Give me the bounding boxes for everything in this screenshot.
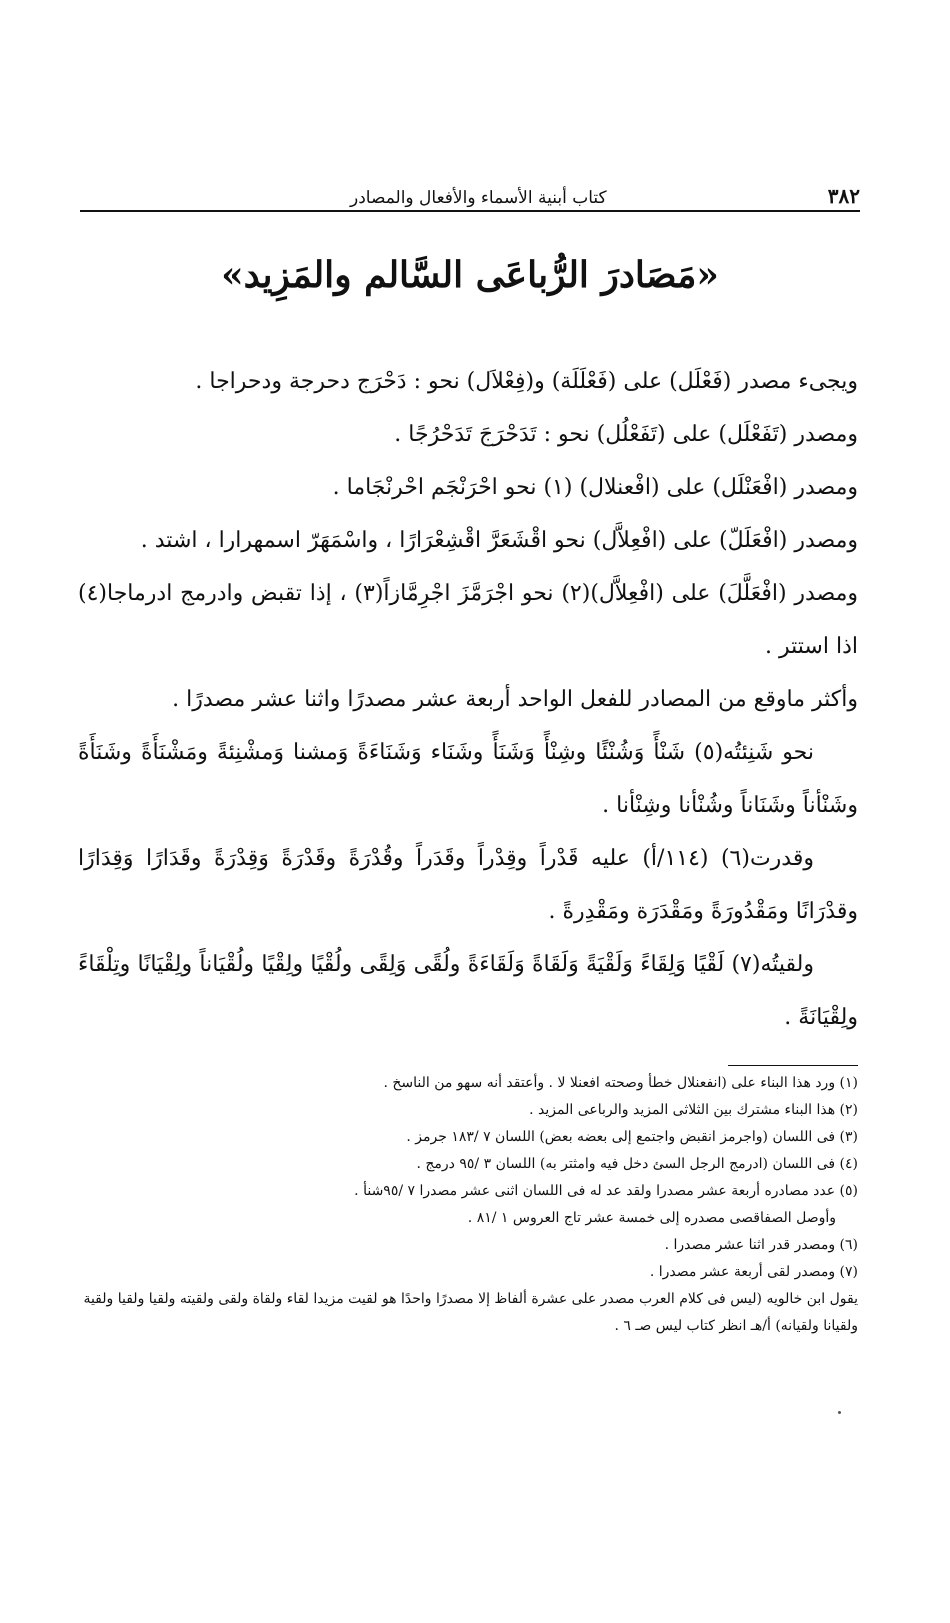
running-header	[80, 176, 860, 208]
footnote-note: يقول ابن خالويه (ليس فى كلام العرب مصدر على عشرة ألفاظ إلا مصدرًا واحدًا هو لقيت مزيدا لقاء ولقاة ولقى ولقيته ولقيا ولقيا ولقية ولقيانا ولقيانه) أ/هـ انظر كتاب ليس صـ ٦ .	[83, 1291, 858, 1334]
footnote: (٦) ومصدر قدر اثنا عشر مصدرا .	[664, 1237, 858, 1253]
footnote: (٣) فى اللسان (واجرمز انقبض واجتمع إلى بعضه بعض) اللسان ٧ /١٨٣ جرمز .	[406, 1129, 858, 1145]
footnote: (٢) هذا البناء مشترك بين الثلاثى المزيد والرباعى المزيد .	[529, 1102, 858, 1118]
stray-dot	[838, 1411, 841, 1414]
footnote-rule	[728, 1065, 858, 1066]
paragraph: وقدرت(٦) (١١٤/أ) عليه قَدْراً وقِدْراً وقَدَراً وقُدْرَةً وقَدْرَةً وَقِدْرَةً وقَدَارًا وَقِدَارًا وقدْرَانًا ومَقْدُورَةً ومَقْدَرَة ومَقْدِرةً .	[78, 846, 858, 924]
footnote: (٤) فى اللسان (ادرمج الرجل السئ دخل فيه وامثتر به) اللسان ٣ /٩٥ درمج .	[416, 1156, 858, 1172]
footnote: (١) ورد هذا البناء على (انفعنلال خطأ وصحته افعنلا لا . وأعتقد أنه سهو من الناسخ .	[383, 1075, 858, 1091]
footnote: (٥) عدد مصادره أربعة عشر مصدرا ولقد عد له فى اللسان اثنى عشر مصدرا ٧ /٩٥شنأ .	[354, 1183, 858, 1199]
paragraph: ولقيتُه(٧) لَقْيًا وَلِقَاءً وَلَقْيَةً وَلَقَاةً وَلَقَاءَةً ولُقًى وَلِقًى ولُقْيًا ولِقْيًا ولُقْيَاناً ولِقْيَانًا وتِلْقَاءً ولِقْيَانَةً .	[78, 952, 858, 1030]
header-rule	[80, 210, 860, 212]
paragraph: ومصدر (افْعَلَّلَ) على (افْعِلاَّل)(٢) نحو اجْرَمَّزَ اجْرِمَّازاً(٣) ، إذا تقبض وادرمج ادرماجا(٤) اذا استتر .	[78, 581, 858, 659]
paragraph: ويجىء مصدر (فَعْلَل) على (فَعْلَلَة) و(فِعْلاَل) نحو : دَحْرَج دحرجة ودحراجا .	[195, 369, 858, 394]
paragraph: ومصدر (افْعَنْلَل) على (افْعنلال) (١) نحو احْرَنْجَم احْرنْجَاما .	[332, 475, 858, 500]
chapter-title: «مَصَادرَ الرُّباعَى السَّالم والمَزِيد»	[221, 254, 719, 296]
paragraph: ومصدر (افْعَلَلّ) على (افْعِلاَّل) نحو اقْشَعَرَّ اقْشِعْرَارًا ، واسْمَهَرّ اسمهرارا ، اشتد .	[140, 528, 858, 553]
footnote: (٧) ومصدر لقى أربعة عشر مصدرا .	[649, 1264, 858, 1280]
paragraph: نحو شَنِئتُه(٥) شَنْأً وَشُنْئًا وشِنْأً وَشَنَأً وشَنَاء وَشَنَاءَةً وَمشنا وَمشْنِئةً ومَشْنَأَةً وشَنَأَةً وشَنْأناً وشَنَاناً وشُنْأنا وشِنْأنا .	[78, 740, 858, 818]
page-number: ٣٨٢	[827, 184, 860, 208]
paragraph: وأكثر ماوقع من المصادر للفعل الواحد أربعة عشر مصدرًا واثنا عشر مصدرًا .	[172, 687, 858, 712]
footnote-continuation: وأوصل الصفاقصى مصدره إلى خمسة عشر تاج العروس ١ /٨١ .	[467, 1210, 836, 1226]
paragraph: ومصدر (تَفَعْلَل) على (تَفَعْلُل) نحو : تَدَحْرَجَ تَدَحْرُجًا .	[394, 422, 858, 447]
main-text	[78, 355, 858, 1044]
running-title: كتاب أبنية الأسماء والأفعال والمصادر	[350, 188, 607, 208]
footnotes	[78, 1070, 858, 1340]
